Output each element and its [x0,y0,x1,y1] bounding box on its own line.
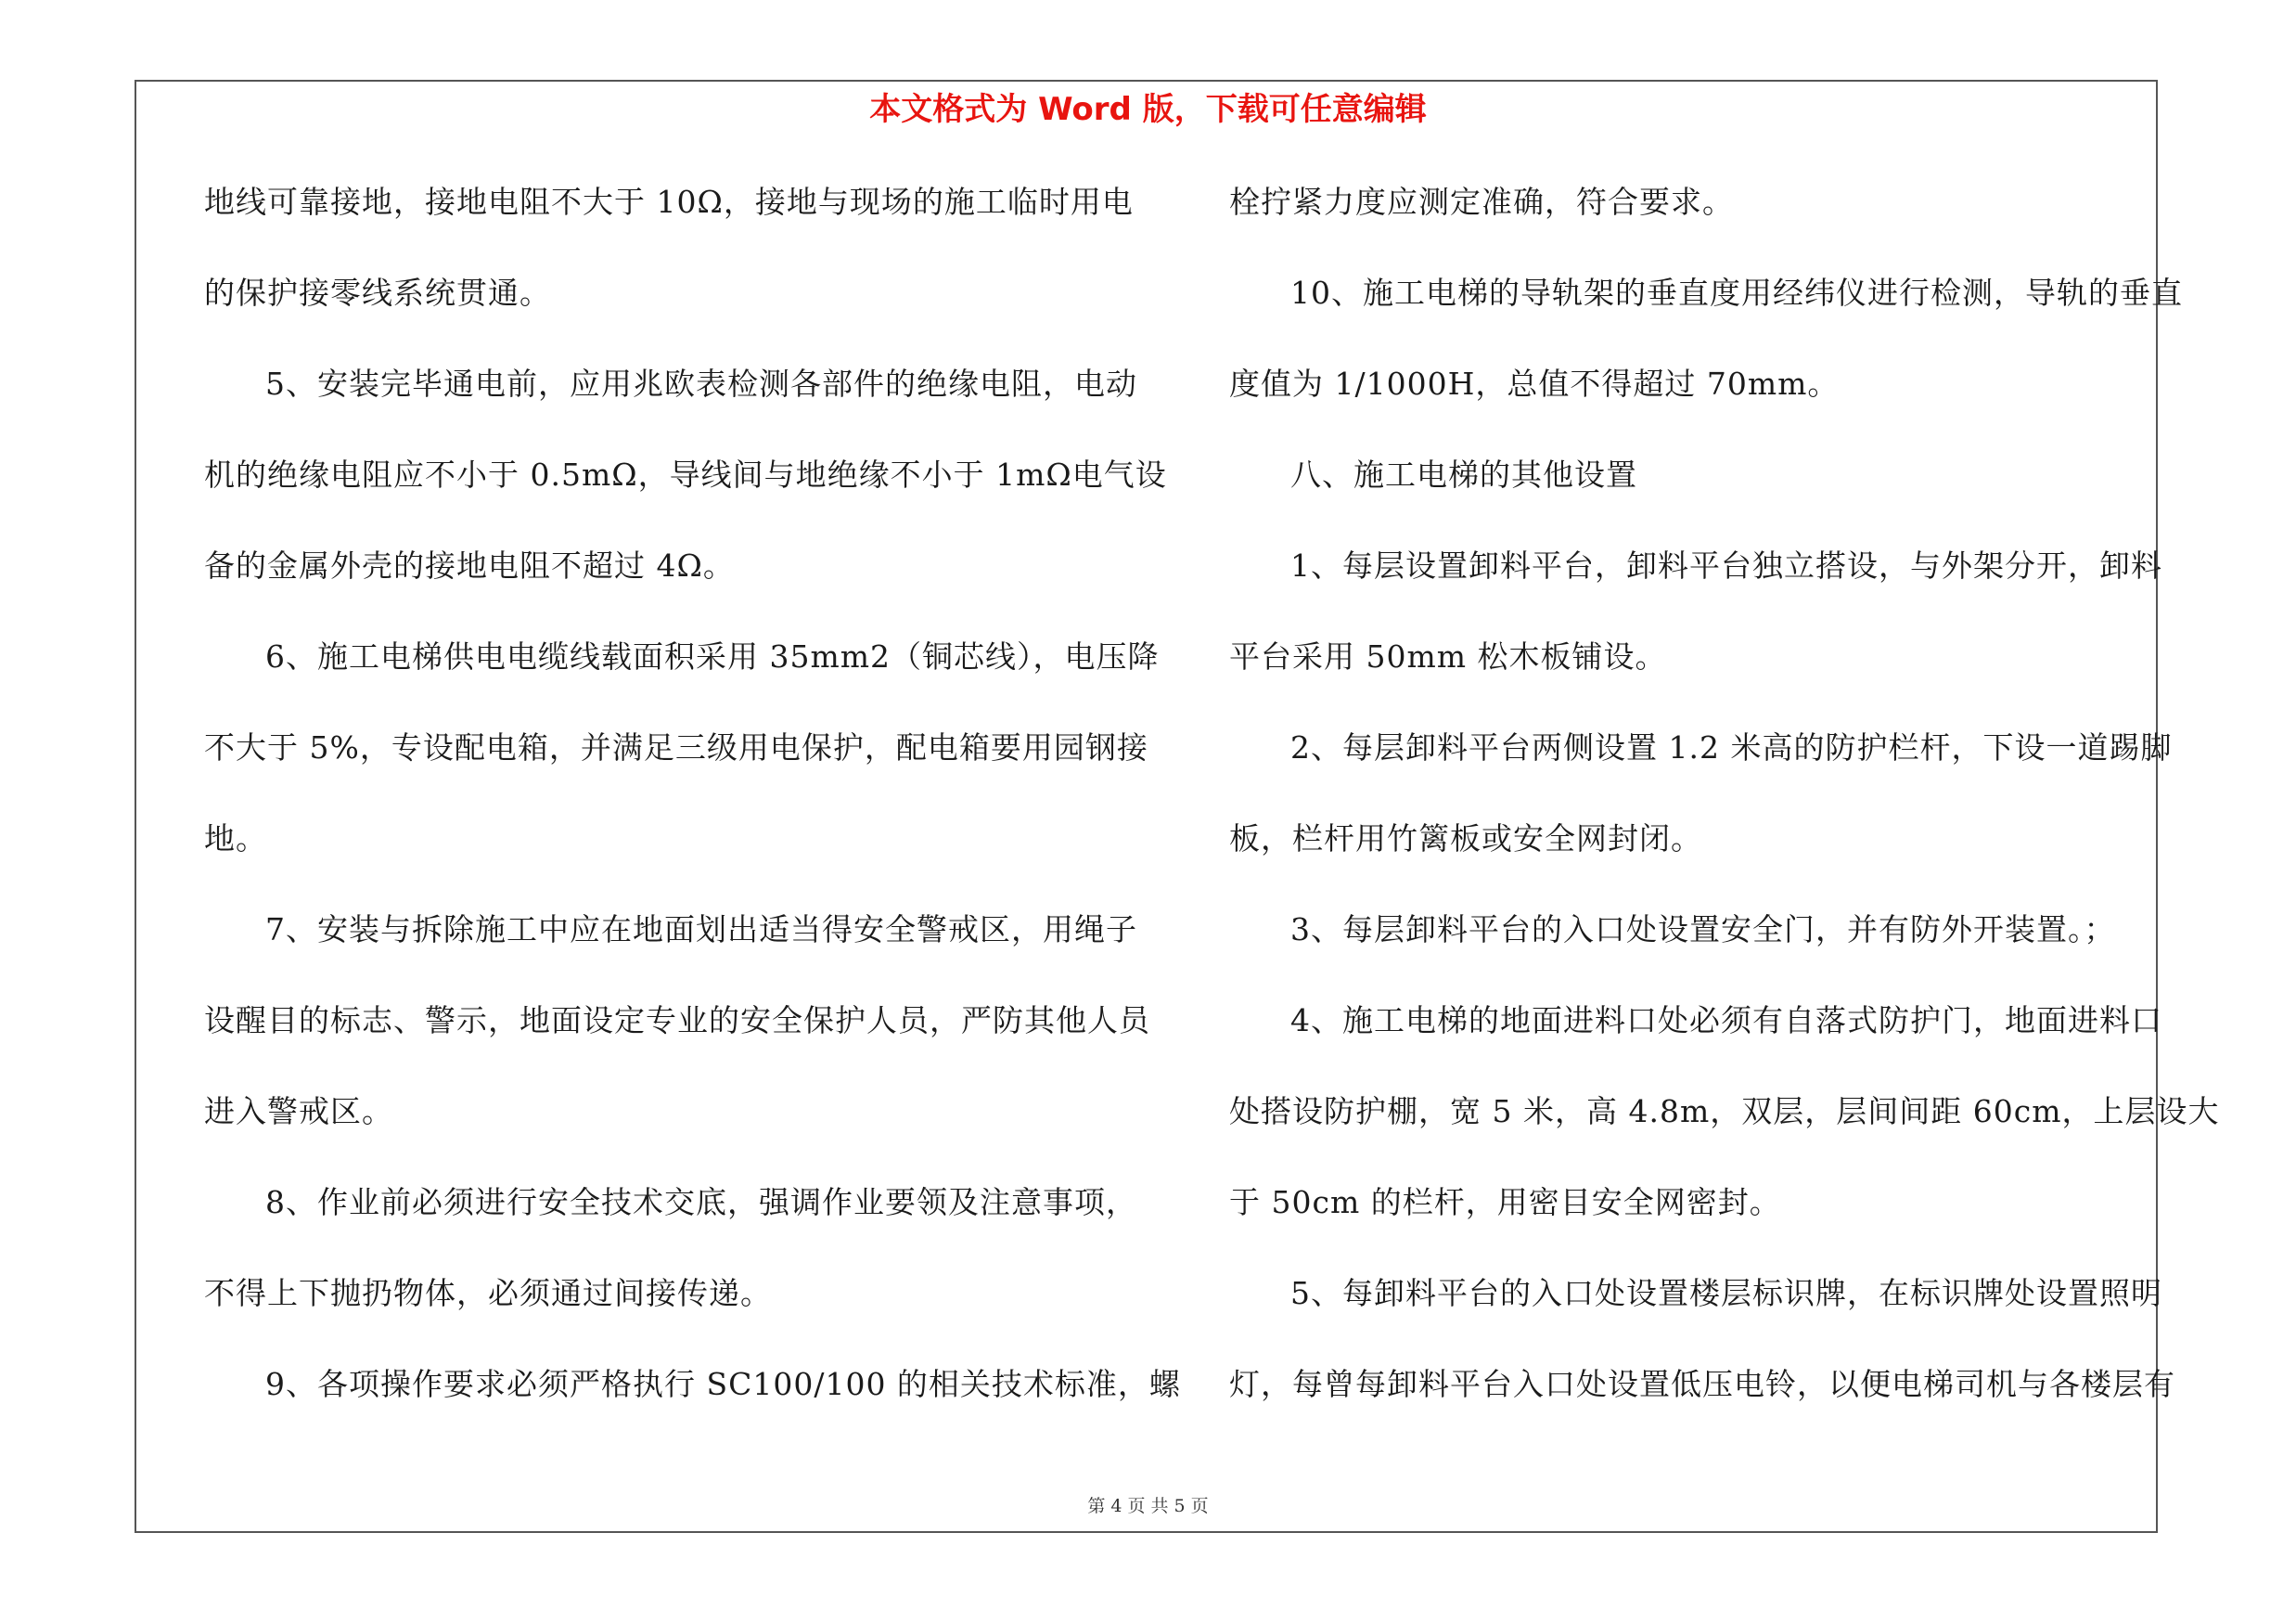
text-line: 进入警戒区。 [204,1093,393,1129]
text-line: 4、施工电梯的地面进料口处必须有自落式防护门，地面进料口 [1290,1002,2162,1038]
text-line: 不得上下抛扔物体，必须通过间接传递。 [204,1275,772,1311]
text-line: 平台采用 50mm 松木板铺设。 [1229,638,1667,675]
text-line: 5、每卸料平台的入口处设置楼层标识牌，在标识牌处设置照明 [1290,1275,2162,1311]
text-line: 灯，每曾每卸料平台入口处设置低压电铃，以便电梯司机与各楼层有 [1229,1366,2175,1402]
right-text-column [1229,182,2220,1455]
text-line: 备的金属外壳的接地电阻不超过 4Ω。 [204,547,735,584]
text-line: 5、安装完毕通电前，应用兆欧表检测各部件的绝缘电阻，电动 [265,366,1137,402]
text-line: 板，栏杆用竹篱板或安全网封闭。 [1229,820,1702,857]
text-line: 9、各项操作要求必须严格执行 SC100/100 的相关技术标准，螺 [265,1366,1181,1402]
text-line: 机的绝缘电阻应不小于 0.5mΩ，导线间与地绝缘不小于 1mΩ电气设 [204,457,1167,493]
text-line: 的保护接零线系统贯通。 [204,275,551,311]
text-line: 度值为 1/1000H，总值不得超过 70mm。 [1229,366,1840,402]
text-line: 八、施工电梯的其他设置 [1290,457,1637,493]
text-line: 2、每层卸料平台两侧设置 1.2 米高的防护栏杆，下设一道踢脚 [1290,729,2173,766]
text-line: 6、施工电梯供电电缆线载面积采用 35mm2（铜芯线），电压降 [265,638,1160,675]
text-line: 处搭设防护棚，宽 5 米，高 4.8m，双层，层间间距 60cm，上层设大 [1229,1093,2220,1129]
text-line: 栓拧紧力度应测定准确，符合要求。 [1229,184,1734,220]
text-line: 7、安装与拆除施工中应在地面划出适当得安全警戒区，用绳子 [265,911,1137,947]
document-banner: 本文格式为 Word 版，下载可任意编辑 [869,91,1427,128]
text-line: 地线可靠接地，接地电阻不大于 10Ω，接地与现场的施工临时用电 [204,184,1134,220]
text-line: 3、每层卸料平台的入口处设置安全门，并有防外开装置。； [1290,911,2116,947]
text-line: 不大于 5%，专设配电箱，并满足三级用电保护，配电箱要用园钢接 [204,729,1148,766]
text-line: 10、施工电梯的导轨架的垂直度用经纬仪进行检测，导轨的垂直 [1290,275,2183,311]
text-line: 1、每层设置卸料平台，卸料平台独立搭设，与外架分开，卸料 [1290,547,2162,584]
page-number-footer: 第 4 页 共 5 页 [1087,1496,1209,1516]
text-line: 于 50cm 的栏杆，用密目安全网密封。 [1229,1184,1781,1220]
text-line: 设醒目的标志、警示，地面设定专业的安全保护人员，严防其他人员 [204,1002,1150,1038]
left-text-column [204,182,1181,1455]
text-line: 8、作业前必须进行安全技术交底，强调作业要领及注意事项， [265,1184,1137,1220]
text-line: 地。 [204,820,267,857]
